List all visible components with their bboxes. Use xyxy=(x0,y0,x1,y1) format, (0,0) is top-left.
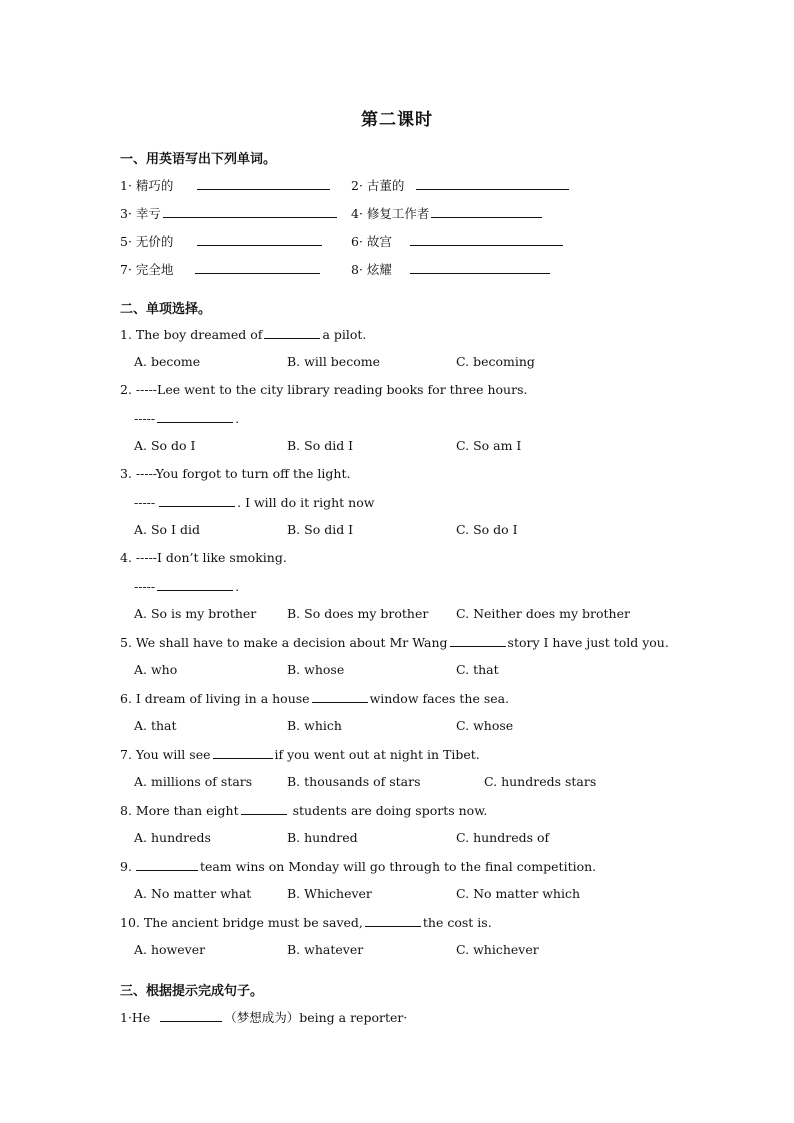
vocab-item-1: 1· 精巧的 xyxy=(120,176,332,194)
vocab-item-4: 4· 修复工作者 xyxy=(351,204,544,222)
question-5-option-b[interactable]: B. whose xyxy=(287,662,345,677)
question-2-option-a[interactable]: A. So do I xyxy=(134,438,196,453)
question-7-option-b[interactable]: B. thousands of stars xyxy=(287,774,421,789)
section-heading-vocab: 一、用英语写出下列单词。 xyxy=(120,152,277,167)
answer-blank[interactable] xyxy=(450,634,506,647)
question-7-option-a[interactable]: A. millions of stars xyxy=(134,774,253,789)
section-heading-completion: 三、根据提示完成句子。 xyxy=(120,984,264,999)
question-2-option-c[interactable]: C. So am I xyxy=(456,438,522,453)
question-8-stem: 8. More than eight students are doing sports now. xyxy=(120,803,488,818)
question-5-option-c[interactable]: C. that xyxy=(456,662,499,677)
answer-blank[interactable] xyxy=(157,410,233,423)
question-3-stem: 3. -----You forgot to turn off the light. xyxy=(120,466,351,481)
answer-blank[interactable] xyxy=(160,1009,222,1022)
question-6-option-c[interactable]: C. whose xyxy=(456,718,514,733)
question-10-option-b[interactable]: B. whatever xyxy=(287,942,364,957)
answer-blank[interactable] xyxy=(197,233,322,246)
question-3-reply: ----- . I will do it right now xyxy=(134,495,375,510)
question-3-option-b[interactable]: B. So did I xyxy=(287,522,354,537)
answer-blank[interactable] xyxy=(365,914,421,927)
answer-blank[interactable] xyxy=(410,261,550,274)
answer-blank[interactable] xyxy=(163,205,337,218)
vocab-item-2: 2· 古董的 xyxy=(351,176,571,194)
question-4-option-b[interactable]: B. So does my brother xyxy=(287,606,429,621)
question-3-option-a[interactable]: A. So I did xyxy=(134,522,200,537)
question-8-option-a[interactable]: A. hundreds xyxy=(134,830,211,845)
question-5-option-a[interactable]: A. who xyxy=(134,662,178,677)
question-4-reply: ----- . xyxy=(134,579,240,594)
question-10-option-c[interactable]: C. whichever xyxy=(456,942,539,957)
question-1-option-b[interactable]: B. will become xyxy=(287,354,380,369)
question-9-option-c[interactable]: C. No matter which xyxy=(456,886,580,901)
question-3-option-c[interactable]: C. So do I xyxy=(456,522,518,537)
question-6-stem: 6. I dream of living in a house window faces the sea. xyxy=(120,691,510,706)
question-1-option-c[interactable]: C. becoming xyxy=(456,354,535,369)
question-8-option-c[interactable]: C. hundreds of xyxy=(456,830,550,845)
question-8-option-b[interactable]: B. hundred xyxy=(287,830,358,845)
question-6-option-b[interactable]: B. which xyxy=(287,718,342,733)
answer-blank[interactable] xyxy=(195,261,320,274)
question-10-stem: 10. The ancient bridge must be saved, the cost is. xyxy=(120,915,492,930)
question-5-stem: 5. We shall have to make a decision about Mr Wang story I have just told you. xyxy=(120,635,669,650)
question-2-stem: 2. -----Lee went to the city library reading books for three hours. xyxy=(120,382,528,397)
question-2-reply: ----- . xyxy=(134,411,240,426)
answer-blank[interactable] xyxy=(431,205,542,218)
question-4-option-a[interactable]: A. So is my brother xyxy=(134,606,257,621)
question-9-option-b[interactable]: B. Whichever xyxy=(287,886,372,901)
answer-blank[interactable] xyxy=(312,690,368,703)
vocab-item-8: 8· 炫耀 xyxy=(351,260,552,278)
question-10-option-a[interactable]: A. however xyxy=(134,942,206,957)
answer-blank[interactable] xyxy=(136,858,198,871)
question-4-option-c[interactable]: C. Neither does my brother xyxy=(456,606,630,621)
vocab-item-5: 5· 无价的 xyxy=(120,232,324,250)
answer-blank[interactable] xyxy=(264,326,320,339)
answer-blank[interactable] xyxy=(213,746,273,759)
completion-item-1: 1·He （梦想成为）being a reporter· xyxy=(120,1010,408,1025)
question-9-stem: 9. team wins on Monday will go through to the final competition. xyxy=(120,859,597,874)
question-6-option-a[interactable]: A. that xyxy=(134,718,177,733)
answer-blank[interactable] xyxy=(416,177,569,190)
question-7-option-c[interactable]: C. hundreds stars xyxy=(484,774,597,789)
question-9-option-a[interactable]: A. No matter what xyxy=(134,886,252,901)
answer-blank[interactable] xyxy=(410,233,563,246)
section-heading-choice: 二、单项选择。 xyxy=(120,302,212,317)
vocab-item-7: 7· 完全地 xyxy=(120,260,322,278)
answer-blank[interactable] xyxy=(159,494,235,507)
answer-blank[interactable] xyxy=(241,802,287,815)
question-1-option-a[interactable]: A. become xyxy=(134,354,201,369)
answer-blank[interactable] xyxy=(197,177,330,190)
question-2-option-b[interactable]: B. So did I xyxy=(287,438,354,453)
page-title: 第二课时 xyxy=(361,110,433,130)
question-7-stem: 7. You will see if you went out at night in Tibet. xyxy=(120,747,480,762)
vocab-item-6: 6· 故宫 xyxy=(351,232,565,250)
question-4-stem: 4. -----I don’t like smoking. xyxy=(120,550,287,565)
vocab-item-3: 3· 幸亏 xyxy=(120,204,339,222)
question-1-stem: 1. The boy dreamed of a pilot. xyxy=(120,327,367,342)
answer-blank[interactable] xyxy=(157,578,233,591)
